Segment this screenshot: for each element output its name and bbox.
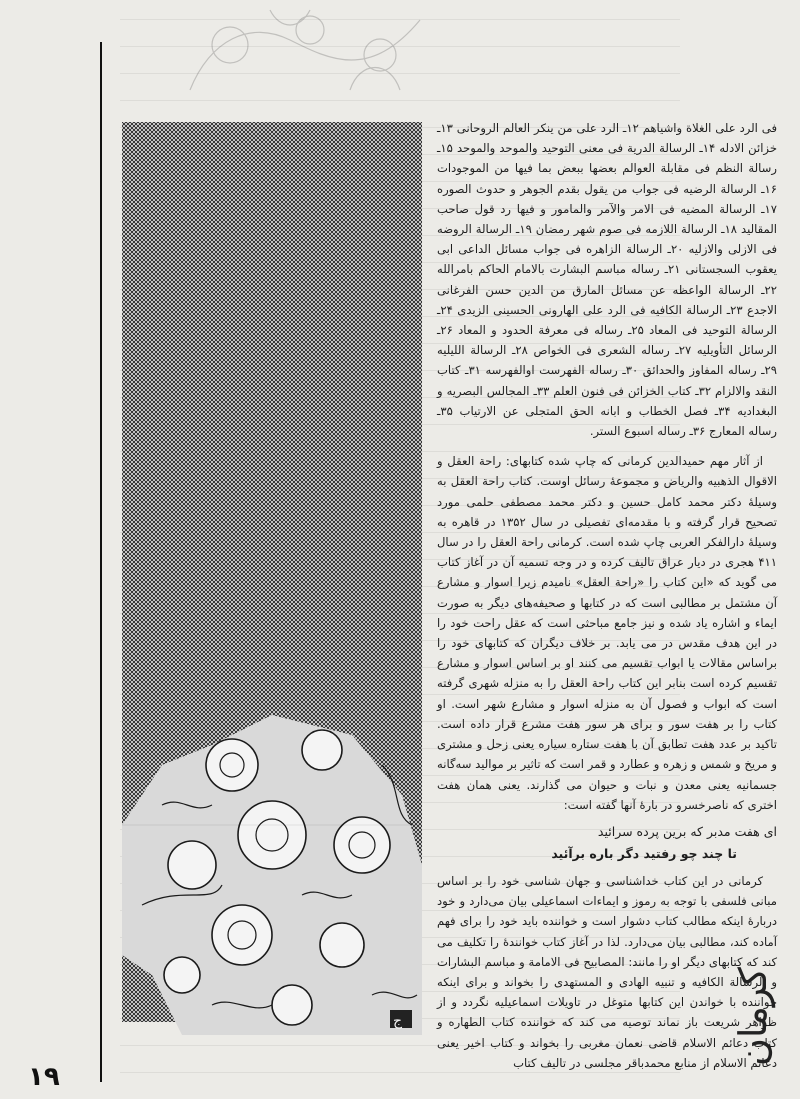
poem-line-1: ای هفت مدبر که برین پرده سرائید: [597, 823, 777, 839]
poem-couplet: [437, 821, 777, 865]
article-paragraph-kermani-philosophy: کرمانی در این کتاب خداشناسی و جهان شناسی خود را بر اساس مبانی فلسفی با توجه به رموز و ایماءات اسماعیلی بیان می‌دارد و خود دربارهٔ اینکه مطالب کتاب دشوار است و خواننده باید خود را برای فهم آماده کند، مطالبی بیان می‌دارد. لذا در آغاز کتاب خوانندهٔ را تکلیف می کند که کتابهای دیگر او را مانند: المصابیح فی الامامة و مباسم البشارات و الرسالة الکافیه و تنبیه الهادی و المستهدی را بخواند و برای اینکه خواننده با خواندن این کتابها متوغل در تاویلات اسماعیلیه نگردد و از ظواهر شریعت باز نماند توصیه می کند که خواننده کتاب الطهاره و کتاب دعائم الاسلام قاضی نعمان مغربی را بخواند و کتاب اخیر یعنی دعائم الاسلام از منابع محمدباقر مجلسی در تالیف کتاب: [437, 873, 777, 1070]
page-number: ۱۹: [28, 1062, 60, 1092]
svg-text:ج: ج: [393, 1013, 403, 1029]
vertical-rule: [100, 42, 102, 1082]
kerman-logo: کرمان: [731, 967, 775, 1066]
floral-pattern-image: [122, 705, 422, 1035]
article-paragraph-list-of-works: فی الرد علی الغلاة واشیاهم ۱۲ـ الرد علی من ینکر العالم الروحانی ۱۳ـ خزائن الادله ۱۴ـ الرسالة الدریة فی معنی التوحید والموحد والموحد ۱۵ـ رسالة النظم فی مقابلة العوالم بعضها ببعض بما فیها من الموجودات ۱۶ـ الرسالة الرضیه فی جواب من یقول بقدم الجوهر و حدوث الصوره ۱۷ـ الرسالة المضیه فی الامر والآمر والمامور و فیها رد قول صاحب المقالید ۱۸ـ الرسالة اللازمه فی صوم شهر رمضان ۱۹ـ الرسالة الروضه فی الازلی والازلیه ۲۰ـ الرسالة الزاهره فی جواب مسائل الداعی ابی یعقوب السجستانی ۲۱ـ رساله مباسم البشارت بالامام الحاکم بامرالله ۲۲ـ الرسالة الواعظه عن مسائل المارق من الدین حسن الفرغانی الاجدع ۲۳ـ الرسالة الکافیه فی الرد علی الهارونی الحسینی الزیدی ۲۴ـ الرسالة التوحید فی المعاد ۲۵ـ رساله فی معرفة الحدود و المعاد ۲۶ـ الرسائل التأویلیه ۲۷ـ رساله الشعری فی الخواص ۲۸ـ الرسالة اللیلیه ۲۹ـ رساله المفاوز والحدائق ۳۰ـ رساله الفهرست اوالفهرسه ۳۱ـ کتاب النقد والالزام ۳۲ـ کتاب الخزائن فی فنون العلم ۳۳ـ المجالس البصریه و البغدادیه ۳۴ـ فصل الخطاب و ابانه الحق المتجلی عن الارتیاب ۳۵ـ رساله المعارج ۳۶ـ رساله اسبوع الستر.: [437, 121, 778, 439]
article-text-column: [437, 118, 777, 1073]
top-floral-ornament: [170, 0, 440, 95]
article-paragraph-raht-al-aql: از آثار مهم حمیدالدین کرمانی که چاپ شده کتابهای: راحة العقل و الاقوال الذهبیه والریاض و مجموعهٔ رسائل اوست. کتاب راحة العقل به وسیلهٔ دکتر محمد کامل حسین و دکتر محمد مصطفی حلمی مورد تصحیح قرار گرفته و با مقدمه‌ای تفصیلی در سال ۱۳۵۲ در قاهره به وسیلهٔ دارالفکر العربی چاپ شده است. کرمانی راحة العقل را در سال ۴۱۱ هجری در دیار عراق تالیف کرده و در وجه تسمیه آن در آغاز کتاب می گوید که «این کتاب را «راحة العقل» نامیدم زیرا اسوار و مشارع آن مشتمل بر مطالبی است که در کتابها و صحیفه‌های دیگر به صورت ایماء و اشاره یاد شده و نیز جامع مباحثی است که عقل راحت خود را در این هدف مقدس در می یابد. بر خلاف دیگران که کتابهای خود را براساس مقالات یا ابواب تقسیم می کنند او بر اساس اسوار و مشارع تقسیم کرده است بنابر این کتاب راحة العقل را به منزله شهری گرفته است که ابواب و فصول آن به منزله اسوار و مشارع شهر است. او کتاب را بر هفت سور و برای هر سور هفت مشرع قرار داده است. تاکید بر عدد هفت تطابق آن با هفت ستاره سیاره یعنی زحل و مشتری و مریخ و شمس و زهره و عطارد و قمر است که تاثیر بر موالید سه‌گانه جسمانیه یعنی معدن و نبات و حیوان می گذارند. یعنی همان هفت اختری که ناصرخسرو در بارهٔ آنها گفته است:: [437, 454, 777, 812]
poem-line-2: تا چند چو رفتید دگر باره برآئید: [551, 845, 737, 861]
